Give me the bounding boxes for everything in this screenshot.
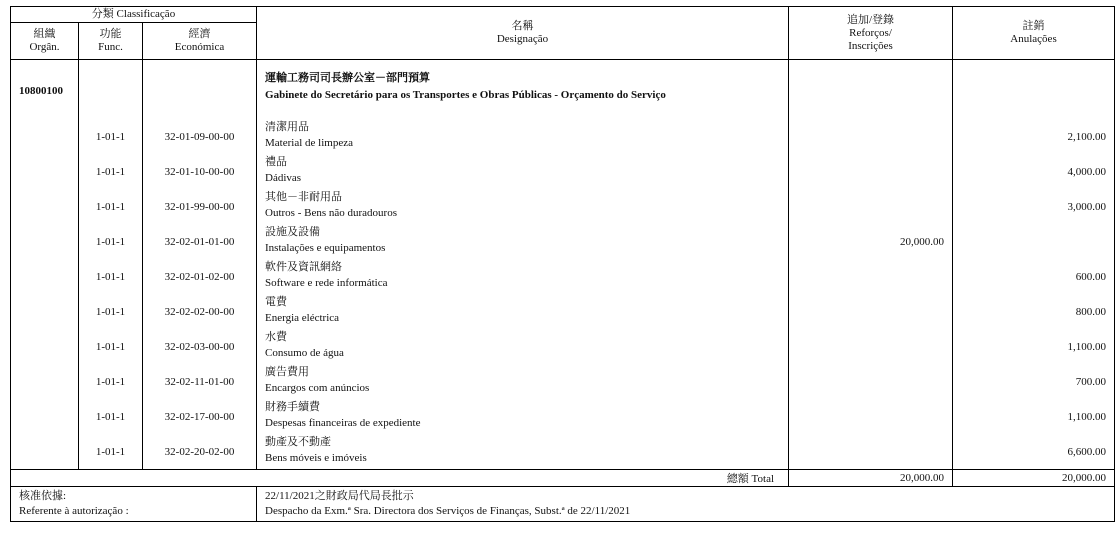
- table-row: [11, 364, 1115, 399]
- anulacao-value: 700.00: [953, 364, 1115, 399]
- total-anulacao: 20,000.00: [953, 470, 1115, 487]
- econ-code: 32-02-02-00-00: [143, 294, 257, 329]
- authorization-label-zh: 核准依據:: [19, 490, 67, 502]
- func-code: 1-01-1: [79, 399, 143, 434]
- anulacao-value: 600.00: [953, 259, 1115, 294]
- anulacao-value: [953, 224, 1115, 259]
- spacer-row-2: [11, 112, 1115, 119]
- anulacoes-header: [953, 7, 1115, 60]
- func-code: 1-01-1: [79, 434, 143, 470]
- reforco-value: [789, 329, 953, 364]
- func-code: 1-01-1: [79, 259, 143, 294]
- header-row-1: [11, 7, 1115, 23]
- anulacao-value: 4,000.00: [953, 154, 1115, 189]
- authorization-label-pt: Referente à autorização :: [19, 505, 129, 517]
- item-pt: Consumo de água: [265, 347, 344, 359]
- reforco-value: 20,000.00: [789, 224, 953, 259]
- item-designation: [257, 119, 789, 154]
- total-label: 總額 Total: [11, 470, 789, 487]
- reforcos-pt1: Reforços/: [849, 26, 892, 39]
- anulacoes-pt: Anulações: [1010, 33, 1057, 45]
- economica-zh: 經濟: [188, 28, 211, 40]
- authorization-label: [11, 487, 257, 522]
- econ-code: 32-02-03-00-00: [143, 329, 257, 364]
- item-designation: [257, 224, 789, 259]
- reforco-value: [789, 399, 953, 434]
- economica-header: [143, 23, 257, 60]
- econ-code: 32-02-01-02-00: [143, 259, 257, 294]
- econ-code: 32-01-99-00-00: [143, 189, 257, 224]
- reforco-value: [789, 154, 953, 189]
- anulacao-value: 1,100.00: [953, 329, 1115, 364]
- economica-pt: Económica: [174, 41, 225, 53]
- econ-code: 32-02-11-01-00: [143, 364, 257, 399]
- econ-code: 32-01-09-00-00: [143, 119, 257, 154]
- table-row: [11, 224, 1115, 259]
- func-code: 1-01-1: [79, 364, 143, 399]
- item-pt: Instalações e equipamentos: [265, 242, 386, 254]
- authorization-row: [11, 487, 1115, 522]
- item-designation: [257, 329, 789, 364]
- organica-pt: Orgân.: [29, 41, 60, 53]
- budget-document: [10, 6, 1114, 522]
- item-zh: 財務手續費: [265, 401, 321, 413]
- organ-code: 10800100: [11, 70, 79, 112]
- organ-title: [257, 70, 789, 112]
- table-row: [11, 259, 1115, 294]
- econ-code: 32-01-10-00-00: [143, 154, 257, 189]
- func-code: 1-01-1: [79, 294, 143, 329]
- item-pt: Encargos com anúncios: [265, 382, 370, 394]
- item-designation: [257, 434, 789, 470]
- item-designation: [257, 399, 789, 434]
- organica-header: [11, 23, 79, 60]
- item-designation: [257, 259, 789, 294]
- func-code: 1-01-1: [79, 154, 143, 189]
- item-pt: Energia eléctrica: [265, 312, 340, 324]
- organ-row: [11, 70, 1115, 112]
- line-items: [11, 119, 1115, 470]
- item-pt: Dádivas: [265, 172, 302, 184]
- reforco-value: [789, 119, 953, 154]
- item-pt: Material de limpeza: [265, 137, 353, 149]
- reforco-value: [789, 189, 953, 224]
- item-zh: 清潔用品: [265, 121, 310, 133]
- econ-code: 32-02-17-00-00: [143, 399, 257, 434]
- spacer-row: [11, 60, 1115, 71]
- table-row: [11, 294, 1115, 329]
- reforcos-zh: 追加/登錄: [846, 13, 895, 26]
- item-zh: 動產及不動產: [265, 436, 332, 448]
- designation-pt: Designação: [496, 33, 549, 45]
- organ-name-pt: Gabinete do Secretário para os Transportes e Obras Públicas - Orçamento do Serviço: [265, 89, 666, 101]
- item-designation: [257, 154, 789, 189]
- func-code: 1-01-1: [79, 189, 143, 224]
- item-designation: [257, 364, 789, 399]
- reforcos-header: [789, 7, 953, 60]
- econ-code: 32-02-20-02-00: [143, 434, 257, 470]
- anulacao-value: 3,000.00: [953, 189, 1115, 224]
- anulacao-value: 1,100.00: [953, 399, 1115, 434]
- total-reforco: 20,000.00: [789, 470, 953, 487]
- reforco-value: [789, 294, 953, 329]
- item-pt: Despesas financeiras de expediente: [265, 417, 421, 429]
- item-pt: Outros - Bens não duradouros: [265, 207, 397, 219]
- organica-zh: 組織: [33, 28, 56, 40]
- authorization-value-pt: Despacho da Exm.ª Sra. Directora dos Serviços de Finanças, Subst.ª de 22/11/2021: [265, 505, 631, 517]
- item-zh: 水費: [265, 331, 288, 343]
- anulacao-value: 2,100.00: [953, 119, 1115, 154]
- item-zh: 設施及設備: [265, 226, 321, 238]
- authorization-value: [257, 487, 1115, 522]
- func-code: 1-01-1: [79, 224, 143, 259]
- item-zh: 廣告費用: [265, 366, 310, 378]
- item-pt: Software e rede informática: [265, 277, 388, 289]
- funcional-zh: 功能: [99, 28, 122, 40]
- item-zh: 軟件及資訊網絡: [265, 261, 343, 273]
- authorization-value-zh: 22/11/2021之財政局代局長批示: [265, 490, 414, 502]
- table-row: [11, 329, 1115, 364]
- designation-header: [257, 7, 789, 60]
- table-row: [11, 434, 1115, 470]
- funcional-pt: Func.: [98, 41, 123, 53]
- table-row: [11, 154, 1115, 189]
- table-row: [11, 399, 1115, 434]
- anulacoes-zh: 註銷: [1022, 20, 1045, 32]
- reforco-value: [789, 434, 953, 470]
- designation-zh: 名稱: [511, 20, 534, 32]
- item-zh: 禮品: [265, 156, 288, 168]
- funcional-header: [79, 23, 143, 60]
- reforco-value: [789, 364, 953, 399]
- anulacao-value: 6,600.00: [953, 434, 1115, 470]
- reforcos-pt2: Inscrições: [848, 39, 893, 52]
- budget-table: [10, 6, 1115, 522]
- item-designation: [257, 294, 789, 329]
- classification-header: 分類 Classificação: [11, 7, 257, 23]
- anulacao-value: 800.00: [953, 294, 1115, 329]
- item-designation: [257, 189, 789, 224]
- item-pt: Bens móveis e imóveis: [265, 452, 367, 464]
- func-code: 1-01-1: [79, 119, 143, 154]
- func-code: 1-01-1: [79, 329, 143, 364]
- organ-name-zh: 運輸工務司司長辦公室－部門預算: [265, 72, 431, 84]
- table-row: [11, 119, 1115, 154]
- item-zh: 其他－非耐用品: [265, 191, 343, 203]
- total-row: [11, 470, 1115, 487]
- econ-code: 32-02-01-01-00: [143, 224, 257, 259]
- reforco-value: [789, 259, 953, 294]
- item-zh: 電費: [265, 296, 288, 308]
- table-row: [11, 189, 1115, 224]
